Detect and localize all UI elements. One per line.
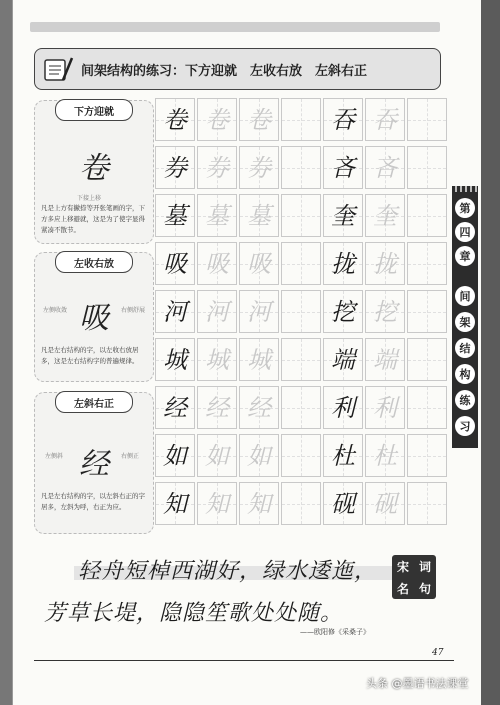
grid-cell [323, 434, 363, 477]
practice-row [155, 98, 450, 141]
tab-char: 结 [455, 338, 475, 358]
trace-char: 墓 [205, 201, 229, 230]
grid-cell [365, 290, 405, 333]
trace-char: 吝 [373, 153, 397, 182]
grid-cell [155, 290, 195, 333]
grid-cell [281, 290, 321, 333]
model-char: 如 [163, 441, 187, 470]
trace-char: 砚 [373, 489, 397, 518]
practice-row [155, 386, 450, 429]
grid-cell [407, 146, 447, 189]
model-char: 知 [163, 489, 187, 518]
card-zuo-xie-you-zheng [34, 392, 154, 534]
grid-cell [155, 482, 195, 525]
poem-line-1: 轻舟短棹西湖好，绿水逶迤， [78, 559, 378, 584]
grid-cell [197, 290, 237, 333]
practice-row [155, 146, 450, 189]
trace-char: 吞 [373, 105, 397, 134]
grid-cell [323, 146, 363, 189]
char-note: 下接上移 [77, 195, 102, 202]
trace-char: 杜 [373, 441, 397, 470]
grid-cell [281, 434, 321, 477]
grid-cell [197, 386, 237, 429]
section-title: 间架结构的练习：下方迎就 左收右放 左斜右正 [81, 63, 368, 79]
chapter-side-tab [452, 186, 478, 448]
card-label: 左收右放 [55, 251, 133, 273]
model-char: 挖 [331, 297, 355, 326]
grid-cell [281, 146, 321, 189]
grid-cell [239, 290, 279, 333]
trace-char: 吸 [247, 249, 271, 278]
trace-char: 如 [247, 441, 271, 470]
poem-line-2: 芳草长堤，隐隐笙歌处处随。 [44, 601, 344, 626]
trace-char: 城 [247, 345, 271, 374]
trace-char: 券 [247, 153, 271, 182]
grid-cell [407, 194, 447, 237]
model-char: 杜 [331, 441, 355, 470]
notebook-pen-icon [41, 54, 75, 84]
model-char: 吸 [163, 249, 187, 278]
grid-cell [155, 434, 195, 477]
grid-cell [239, 98, 279, 141]
grid-cell [281, 242, 321, 285]
tab-char: 构 [455, 364, 475, 384]
model-char: 经 [163, 393, 187, 422]
practice-row [155, 482, 450, 525]
tab-char: 第 [455, 198, 475, 218]
tab-stripe [452, 186, 478, 192]
trace-char: 券 [205, 153, 229, 182]
practice-row [155, 290, 450, 333]
card-xia-fang-ying-jiu [34, 100, 154, 244]
model-char: 奎 [331, 201, 355, 230]
seal-char: 句 [418, 581, 431, 596]
model-char: 砚 [331, 489, 355, 518]
practice-grid [155, 98, 450, 530]
grid-cell [323, 242, 363, 285]
trace-char: 拢 [373, 249, 397, 278]
model-char: 城 [163, 345, 187, 374]
grid-cell [365, 386, 405, 429]
seal-char: 名 [396, 581, 409, 596]
card-description: 凡是上方有撇捺等开张笔画的字，下方多应上移避就，这是为了使字显得紧凑不散节。 [41, 204, 145, 234]
trace-char: 挖 [373, 297, 397, 326]
grid-cell [197, 482, 237, 525]
grid-cell [281, 386, 321, 429]
book-spine [0, 0, 12, 705]
grid-cell [155, 98, 195, 141]
grid-cell [323, 386, 363, 429]
grid-cell [323, 338, 363, 381]
grid-cell [197, 146, 237, 189]
model-char: 河 [163, 297, 187, 326]
grid-cell [197, 194, 237, 237]
trace-char: 墓 [247, 201, 271, 230]
grid-cell [323, 194, 363, 237]
grid-cell [155, 194, 195, 237]
grid-cell [239, 338, 279, 381]
grid-cell [365, 98, 405, 141]
grid-cell [281, 194, 321, 237]
char-note-left: 左侧斜 [45, 453, 64, 460]
grid-cell [239, 434, 279, 477]
trace-char: 端 [373, 345, 397, 374]
practice-row [155, 194, 450, 237]
section-header [34, 48, 441, 90]
grid-cell [365, 146, 405, 189]
practice-row [155, 434, 450, 477]
card-label: 下方迎就 [55, 99, 133, 121]
model-char: 吞 [331, 105, 355, 134]
trace-char: 知 [247, 489, 271, 518]
grid-cell [323, 482, 363, 525]
poem-section [34, 540, 454, 640]
trace-char: 奎 [373, 201, 397, 230]
model-char: 吝 [331, 153, 355, 182]
card-label: 左斜右正 [55, 391, 133, 413]
grid-cell [407, 338, 447, 381]
trace-char: 河 [205, 297, 229, 326]
grid-cell [365, 338, 405, 381]
grid-cell [197, 98, 237, 141]
grid-cell [197, 338, 237, 381]
tab-char: 架 [455, 312, 475, 332]
model-char: 拢 [331, 249, 355, 278]
practice-row [155, 338, 450, 381]
model-char: 墓 [163, 201, 187, 230]
grid-cell [155, 146, 195, 189]
trace-char: 城 [205, 345, 229, 374]
grid-cell [323, 290, 363, 333]
trace-char: 卷 [247, 105, 271, 134]
grid-cell [155, 242, 195, 285]
page-number: 47 [432, 648, 444, 658]
grid-cell [407, 482, 447, 525]
trace-char: 卷 [205, 105, 229, 134]
practice-row [155, 242, 450, 285]
seal-char: 词 [418, 559, 431, 574]
example-char: 经 [79, 447, 109, 482]
grid-cell [365, 194, 405, 237]
tab-char: 间 [455, 286, 475, 306]
grid-cell [239, 242, 279, 285]
trace-char: 河 [247, 297, 271, 326]
grid-cell [239, 482, 279, 525]
grid-cell [365, 482, 405, 525]
grid-cell [281, 482, 321, 525]
card-description: 凡是左右结构的字，以左斜右正的字居多，左斜为呼，右正为应。 [41, 492, 145, 511]
char-note-right: 右侧舒展 [121, 307, 146, 314]
tab-char: 章 [455, 246, 475, 266]
grid-cell [407, 98, 447, 141]
trace-char: 经 [205, 393, 229, 422]
bottom-rule [34, 660, 454, 661]
seal-stamp [392, 555, 436, 599]
grid-cell [239, 146, 279, 189]
tab-char: 习 [455, 416, 475, 436]
grid-cell [239, 386, 279, 429]
trace-char: 吸 [205, 249, 229, 278]
model-char: 端 [331, 345, 355, 374]
trace-char: 经 [247, 393, 271, 422]
top-band [30, 22, 440, 32]
grid-cell [239, 194, 279, 237]
grid-cell [407, 386, 447, 429]
watermark: 头条 @墨语书法课堂 [366, 677, 469, 690]
char-note-left: 左侧收敛 [43, 307, 68, 314]
grid-cell [197, 242, 237, 285]
grid-cell [365, 242, 405, 285]
tab-char: 练 [455, 390, 475, 410]
example-char: 吸 [79, 301, 109, 336]
example-char: 卷 [79, 151, 109, 186]
grid-cell [155, 338, 195, 381]
trace-char: 知 [205, 489, 229, 518]
trace-char: 如 [205, 441, 229, 470]
grid-cell [197, 434, 237, 477]
poem-author: ——欧阳修《采桑子》 [300, 628, 370, 636]
card-description: 凡是左右结构的字，以左收右放居多，这是左右结构字的普遍规律。 [41, 346, 139, 365]
grid-cell [281, 98, 321, 141]
model-char: 券 [163, 153, 187, 182]
trace-char: 利 [373, 393, 397, 422]
grid-cell [365, 434, 405, 477]
tab-char: 四 [455, 222, 475, 242]
grid-cell [323, 98, 363, 141]
grid-cell [155, 386, 195, 429]
model-char: 利 [331, 393, 355, 422]
grid-cell [407, 434, 447, 477]
grid-cell [407, 242, 447, 285]
grid-cell [407, 290, 447, 333]
seal-char: 宋 [396, 559, 409, 574]
card-zuo-shou-you-fang [34, 252, 154, 382]
model-char: 卷 [163, 105, 187, 134]
grid-cell [281, 338, 321, 381]
char-note-right: 右侧正 [121, 453, 140, 460]
